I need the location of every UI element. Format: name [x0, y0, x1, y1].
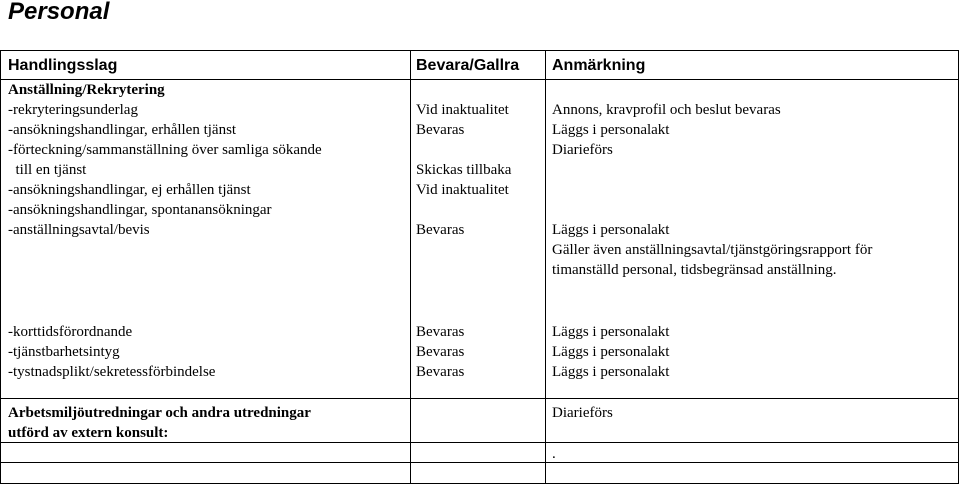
retention-value — [416, 200, 511, 220]
remark: Annons, kravprofil och beslut bevaras — [552, 102, 781, 118]
document-type: -tjänstbarhetsintyg — [8, 344, 120, 360]
remark — [552, 160, 872, 180]
section4-col3 — [552, 444, 556, 464]
remark: Läggs i personalakt — [552, 122, 670, 138]
section2-col1 — [8, 322, 215, 382]
row-divider-3 — [0, 462, 959, 463]
remark: Diarieförs — [552, 405, 613, 421]
remark — [552, 200, 872, 220]
column-divider-1 — [410, 50, 411, 484]
document-type: -tystnadsplikt/sekretessförbindelse — [8, 364, 216, 380]
retention-value: Skickas tillbaka — [416, 162, 512, 178]
remark: Läggs i personalakt — [552, 344, 670, 360]
table-border-top — [0, 50, 959, 51]
remark: Läggs i personalakt — [552, 364, 670, 380]
section-heading: utförd av extern konsult: — [8, 425, 169, 441]
section1-col1 — [8, 80, 322, 240]
remark — [552, 180, 872, 200]
document-type: till en tjänst — [8, 162, 87, 178]
retention-value: Vid inaktualitet — [416, 102, 509, 118]
table-border-left — [0, 50, 1, 484]
page-title: Personal — [8, 0, 110, 25]
document-type: -rekryteringsunderlag — [8, 102, 138, 118]
document-type: -anställningsavtal/bevis — [8, 222, 150, 238]
retention-value — [416, 140, 511, 160]
document-type: -ansökningshandlingar, erhållen tjänst — [8, 122, 237, 138]
retention-value: Bevaras — [416, 344, 465, 360]
remark: Gäller även anställningsavtal/tjänstgöringsrapport för — [552, 242, 873, 258]
document-type: -ansökningshandlingar, ej erhållen tjänst — [8, 182, 251, 198]
remark: Läggs i personalakt — [552, 222, 670, 238]
header-bevara-gallra: Bevara/Gallra — [416, 57, 520, 74]
table-border-bottom — [0, 483, 959, 484]
remark: . — [552, 446, 556, 462]
section-heading: Arbetsmiljöutredningar och andra utredningar — [8, 405, 311, 421]
section3-col3 — [552, 403, 613, 423]
section2-col3 — [552, 322, 669, 382]
remark: Diarieförs — [552, 142, 613, 158]
section3-col1 — [8, 403, 311, 443]
section2-col2 — [416, 322, 464, 382]
document-type: -korttidsförordnande — [8, 324, 133, 340]
document-type: -ansökningshandlingar, spontanansökningar — [8, 202, 272, 218]
section1-col2 — [416, 100, 511, 240]
retention-value: Bevaras — [416, 122, 465, 138]
retention-value: Bevaras — [416, 364, 465, 380]
retention-value: Bevaras — [416, 324, 465, 340]
row-divider-1 — [0, 398, 959, 399]
section-heading: Anställning/Rekrytering — [8, 82, 165, 98]
column-divider-2 — [545, 50, 546, 484]
header-handlingsslag: Handlingsslag — [8, 57, 118, 74]
remark: timanställd personal, tidsbegränsad anställning. — [552, 262, 837, 278]
retention-value: Vid inaktualitet — [416, 182, 509, 198]
section1-col3 — [552, 100, 872, 280]
document-type: -förteckning/sammanställning över samliga sökande — [8, 142, 322, 158]
retention-value: Bevaras — [416, 222, 465, 238]
header-anmarkning: Anmärkning — [552, 57, 646, 74]
remark: Läggs i personalakt — [552, 324, 670, 340]
